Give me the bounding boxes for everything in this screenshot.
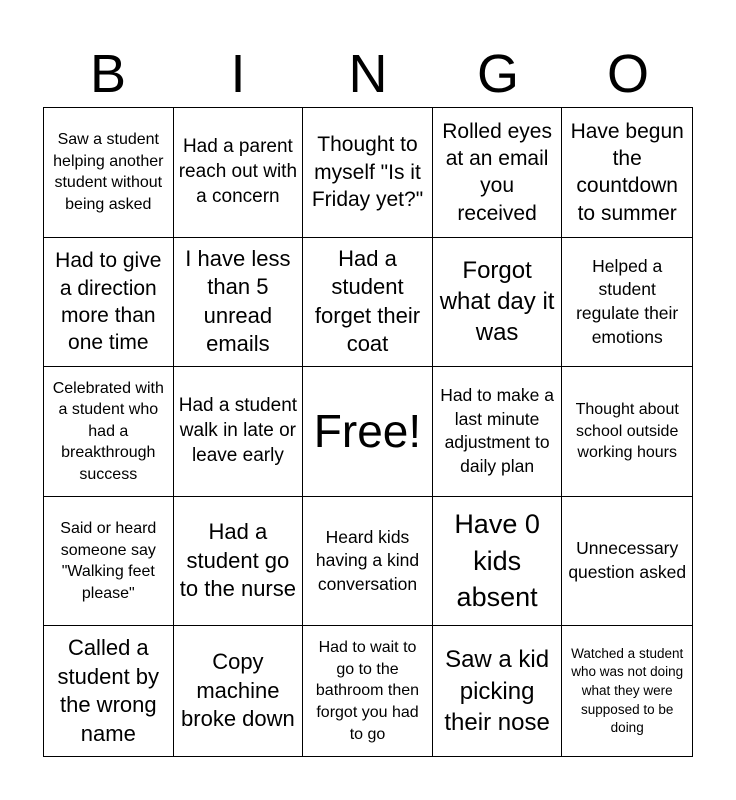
header-letter-i: I bbox=[230, 44, 246, 104]
bingo-cell-2-2[interactable]: I have less than 5 unread emails bbox=[174, 238, 304, 368]
bingo-cell-4-3[interactable]: Heard kids having a kind conversation bbox=[303, 497, 433, 627]
header-letter-o: O bbox=[606, 44, 649, 104]
free-space[interactable]: Free! bbox=[303, 367, 433, 497]
bingo-cell-5-4[interactable]: Saw a kid picking their nose bbox=[433, 626, 563, 756]
bingo-cell-4-1[interactable]: Said or heard someone say "Walking feet please" bbox=[44, 497, 174, 627]
bingo-header bbox=[43, 42, 693, 106]
bingo-board bbox=[43, 107, 693, 757]
bingo-cell-3-2[interactable]: Had a student walk in late or leave early bbox=[174, 367, 304, 497]
bingo-cell-4-4[interactable]: Have 0 kids absent bbox=[433, 497, 563, 627]
bingo-cell-5-3[interactable]: Had to wait to go to the bathroom then forgot you had to go bbox=[303, 626, 433, 756]
bingo-cell-2-4[interactable]: Forgot what day it was bbox=[433, 238, 563, 368]
bingo-cell-1-3[interactable]: Thought to myself "Is it Friday yet?" bbox=[303, 108, 433, 238]
bingo-cell-1-2[interactable]: Had a parent reach out with a concern bbox=[174, 108, 304, 238]
header-letter-b: B bbox=[89, 44, 127, 104]
bingo-cell-1-4[interactable]: Rolled eyes at an email you received bbox=[433, 108, 563, 238]
header-letter-g: G bbox=[476, 44, 519, 104]
bingo-cell-2-1[interactable]: Had to give a direction more than one time bbox=[44, 238, 174, 368]
bingo-cell-2-5[interactable]: Helped a student regulate their emotions bbox=[562, 238, 692, 368]
bingo-cell-4-2[interactable]: Had a student go to the nurse bbox=[174, 497, 304, 627]
header-letter-n: N bbox=[348, 44, 388, 104]
bingo-cell-3-4[interactable]: Had to make a last minute adjustment to daily plan bbox=[433, 367, 563, 497]
bingo-cell-2-3[interactable]: Had a student forget their coat bbox=[303, 238, 433, 368]
bingo-cell-4-5[interactable]: Unnecessary question asked bbox=[562, 497, 692, 627]
bingo-cell-5-2[interactable]: Copy machine broke down bbox=[174, 626, 304, 756]
bingo-cell-1-5[interactable]: Have begun the countdown to summer bbox=[562, 108, 692, 238]
bingo-cell-1-1[interactable]: Saw a student helping another student without being asked bbox=[44, 108, 174, 238]
bingo-cell-3-1[interactable]: Celebrated with a student who had a breakthrough success bbox=[44, 367, 174, 497]
bingo-cell-5-5[interactable]: Watched a student who was not doing what they were supposed to be doing bbox=[571, 645, 684, 736]
bingo-cell-5-1[interactable]: Called a student by the wrong name bbox=[44, 626, 174, 756]
bingo-cell-3-5[interactable]: Thought about school outside working hours bbox=[562, 367, 692, 497]
